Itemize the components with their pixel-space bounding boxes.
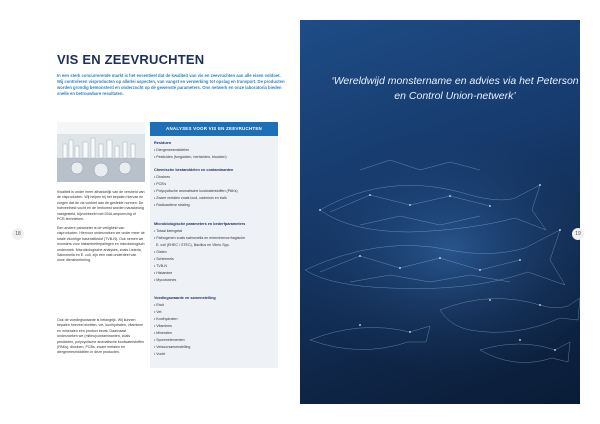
list-item: • Eiwit (154, 303, 164, 307)
fish-illustration-panel (300, 20, 580, 404)
list-item: • Dioxines (154, 175, 171, 179)
list-item: • PCB's (154, 182, 167, 186)
body-paragraph-1: Kwaliteit is onder meer afhankelijk van de versheid van de visproducten. Wij helpen bij het bepalen hiervan en zorgen dat de vis voldoet aan de gestelde normen. De hoeveelheid vocht en de herkomst worden nauwkeurig vastgesteld, bijvoorbeeld met DNA-sequencing of PCR-technieken. (57, 190, 145, 222)
list-item: • Diergeneesmiddelen (154, 148, 190, 152)
section-title: Chemische bestanddelen en contaminanten (154, 168, 234, 172)
list-item: • Sporenelementen (154, 338, 185, 342)
list-item: • Mycotoxines (154, 278, 177, 282)
list-item: • Vocht (154, 352, 166, 356)
laboratory-image (57, 122, 145, 182)
list-item: • Pathogenen zoals salmonella en enterohemorrhagische (154, 236, 246, 240)
section-title: Microbiologische parameters en bederfparameters (154, 222, 246, 226)
body-paragraph-2: Een andere parameter is de veiligheid van visproducten. Hiervoor onderzoeken we onder meer de totale vluchtige basenstikstof (TVB-N). Ook nemen we monsters voor histaminebepalingen en microbiologisch onderzoek. Microbiologische analyses, zoals Listeria, Salmonella en E. coli, zijn een vast onderdeel van onze dienstverlening. (57, 226, 145, 263)
section-title: Residuen (154, 141, 172, 145)
list-item: • Schimmels (154, 257, 174, 261)
page-number-right: 19 (572, 228, 584, 240)
laboratory-photo (57, 122, 145, 182)
list-item: E. coli (EHEC / STEC), Bacillus en Vibrio Spp. (156, 243, 230, 247)
page-number-left: 18 (12, 228, 24, 240)
list-item: • Totaal kiemgetal (154, 229, 183, 233)
page-title: VIS EN ZEEVRUCHTEN (57, 52, 205, 67)
list-item: • Pesticiden (fungiciden, herbiciden, biociden) (154, 155, 227, 159)
list-item: • Vetzuursamenstelling (154, 345, 191, 349)
intro-text: In een sterk concurrerende markt is het essentieel dat de kwaliteit van vis en zeevruchten aan alle eisen voldoet. Wij controleren visproducten op allerlei aspecten, van vangst en verwerking tot opslag en transport. De producten worden grondig bemonsterd en onderzocht op de gewenste parameters. Ons netwerk en onze laboratoria bieden snelle en betrouwbare resultaten. (57, 73, 285, 96)
list-item: • Zware metalen zoals lood, cadmium en kwik (154, 196, 227, 200)
list-item: • Koolhydraten (154, 317, 178, 321)
list-item: • Polycyclische aromatische koolwaterstoffen (PAKs) (154, 189, 238, 193)
list-item: • TVB-N (154, 264, 167, 268)
analysis-box-heading: ANALYSES VOOR VIS EN ZEEVRUCHTEN (150, 122, 278, 136)
list-item: • Gisten (154, 250, 167, 254)
list-item: • Histamine (154, 271, 173, 275)
list-item: • Radioactieve straling (154, 203, 190, 207)
list-item: • Mineralen (154, 331, 173, 335)
section-title: Voedingswaarde en samenstelling (154, 296, 216, 300)
pull-quote: ‘Wereldwijd monstername en advies via het Peterson en Control Union-netwerk’ (331, 75, 579, 102)
list-item: • Vet (154, 310, 162, 314)
list-item: • Vitamines (154, 324, 172, 328)
body-paragraph-3: Ook de voedingswaarde is belangrijk. Wij kunnen bepalen hoeveel eiwitten, vet, koolhydraten, vitaminen en mineralen een product bevat. Daarnaast onderzoeken we (milieu)contaminanten, zoals pesticiden, polycyclische aromatische koolwaterstoffen (PAKs), dioxinen, PCBs, zware metalen en diergeneesmiddelen in deze producten. (57, 318, 145, 355)
